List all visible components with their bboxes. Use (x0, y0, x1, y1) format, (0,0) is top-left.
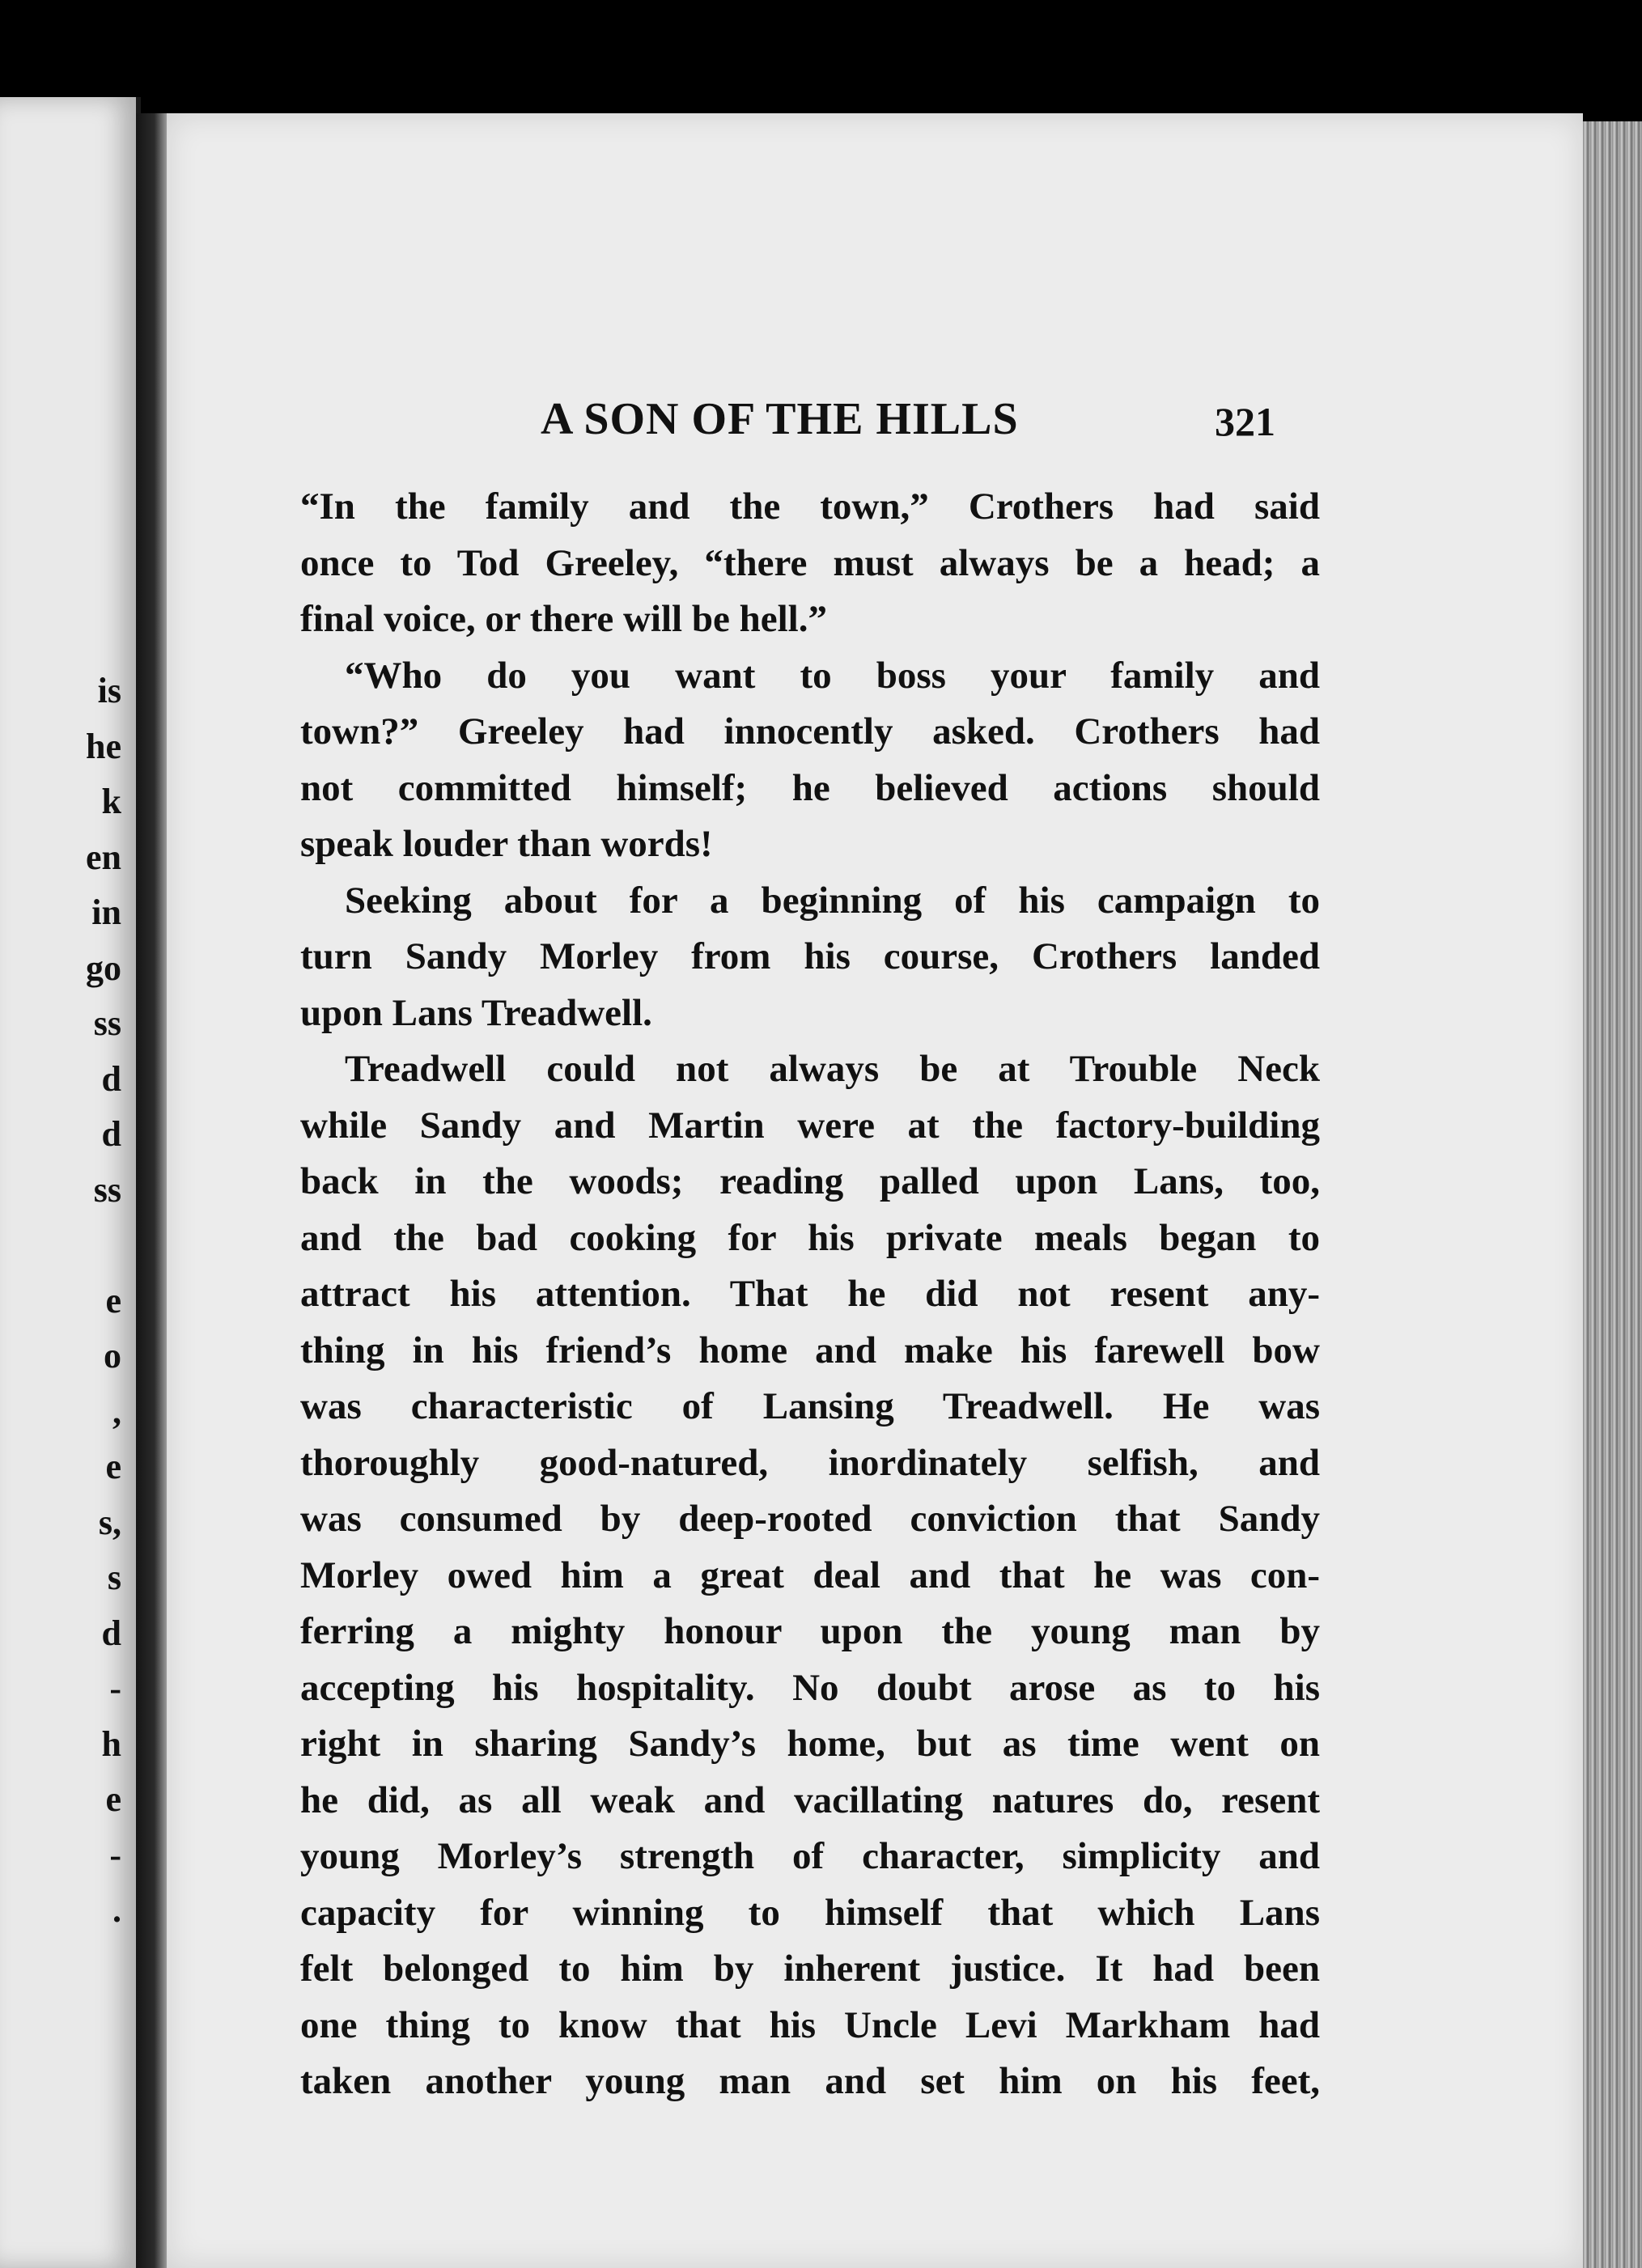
book-gutter (136, 113, 167, 2268)
previous-page-line-fragment: e (105, 1779, 121, 1819)
text-line: Seeking about for a beginning of his campaign to (345, 879, 1320, 922)
previous-page-text-fragments (0, 663, 121, 1939)
previous-page-line-fragment: is (97, 671, 121, 710)
text-line: Treadwell could not always be at Trouble Neck (345, 1048, 1320, 1090)
text-line: one thing to know that his Uncle Levi Markham had (300, 2003, 1320, 2046)
text-line: town?” Greeley had innocently asked. Crothers had (300, 710, 1320, 752)
text-line: accepting his hospitality. No doubt arose as to his (300, 1666, 1320, 1709)
previous-page-line-fragment: go (86, 947, 121, 988)
page-edges (1583, 121, 1642, 2268)
text-line: while Sandy and Martin were at the factory-building (300, 1104, 1320, 1147)
previous-page-line-fragment: he (86, 726, 121, 766)
previous-page-line-fragment: e (105, 1280, 121, 1321)
text-line: and the bad cooking for his private meals began to (300, 1216, 1320, 1259)
previous-page-line-fragment: e (105, 1447, 121, 1486)
text-line: upon Lans Treadwell. (300, 991, 652, 1034)
previous-page-line-fragment: d (101, 1058, 121, 1099)
text-line: turn Sandy Morley from his course, Crothers landed (300, 935, 1320, 977)
previous-page-line-fragment: - (109, 1668, 121, 1708)
previous-page-fragment (0, 97, 141, 2268)
text-line: “In the family and the town,” Crothers had said (300, 485, 1320, 528)
text-line: felt belonged to him by inherent justice. It had been (300, 1948, 1320, 1990)
text-line: Morley owed him a great deal and that he was con- (300, 1554, 1320, 1596)
previous-page-line-fragment: d (101, 1613, 121, 1653)
previous-page-line-fragment: - (109, 1834, 121, 1875)
running-title: A SON OF THE HILLS (541, 394, 1019, 444)
previous-page-line-fragment: ss (93, 1169, 121, 1210)
running-head (167, 393, 1583, 458)
text-line: ferring a mighty honour upon the young man by (300, 1610, 1320, 1652)
text-line: “Who do you want to boss your family and (345, 654, 1320, 697)
text-line: he did, as all weak and vacillating natures do, resent (300, 1778, 1320, 1821)
previous-page-line-fragment: k (101, 782, 121, 821)
previous-page-line-fragment: . (112, 1890, 121, 1930)
text-line: capacity for winning to himself that which Lans (300, 1891, 1320, 1934)
text-line: not committed himself; he believed actions should (300, 766, 1320, 809)
book-page (167, 113, 1583, 2268)
previous-page-line-fragment: in (91, 892, 121, 932)
text-line: back in the woods; reading palled upon Lans, too, (300, 1160, 1320, 1202)
text-line: speak louder than words! (300, 823, 713, 865)
text-line: was consumed by deep-rooted conviction that Sandy (300, 1498, 1320, 1540)
previous-page-line-fragment: o (104, 1336, 121, 1376)
text-line: young Morley’s strength of character, simplicity and (300, 1835, 1320, 1877)
text-line: was characteristic of Lansing Treadwell. He was (300, 1385, 1320, 1427)
text-line: final voice, or there will be hell.” (300, 598, 827, 640)
text-line: once to Tod Greeley, “there must always be a head; a (300, 541, 1320, 584)
previous-page-line-fragment: s (107, 1558, 121, 1597)
previous-page-line-fragment: s, (98, 1502, 121, 1542)
previous-page-line-fragment (0, 1218, 121, 1274)
text-line: taken another young man and set him on his feet, (300, 2060, 1320, 2102)
body-text (300, 479, 1320, 2110)
text-line: thoroughly good-natured, inordinately selfish, and (300, 1441, 1320, 1484)
previous-page-line-fragment: h (101, 1723, 121, 1764)
page-number: 321 (1215, 399, 1275, 444)
text-line: attract his attention. That he did not resent any- (300, 1273, 1320, 1315)
text-line: right in sharing Sandy’s home, but as time went on (300, 1723, 1320, 1765)
text-line: thing in his friend’s home and make his farewell bow (300, 1329, 1320, 1371)
previous-page-line-fragment: , (112, 1391, 121, 1431)
previous-page-line-fragment: d (101, 1114, 121, 1154)
previous-page-line-fragment: en (86, 837, 121, 877)
previous-page-line-fragment: ss (93, 1003, 121, 1043)
